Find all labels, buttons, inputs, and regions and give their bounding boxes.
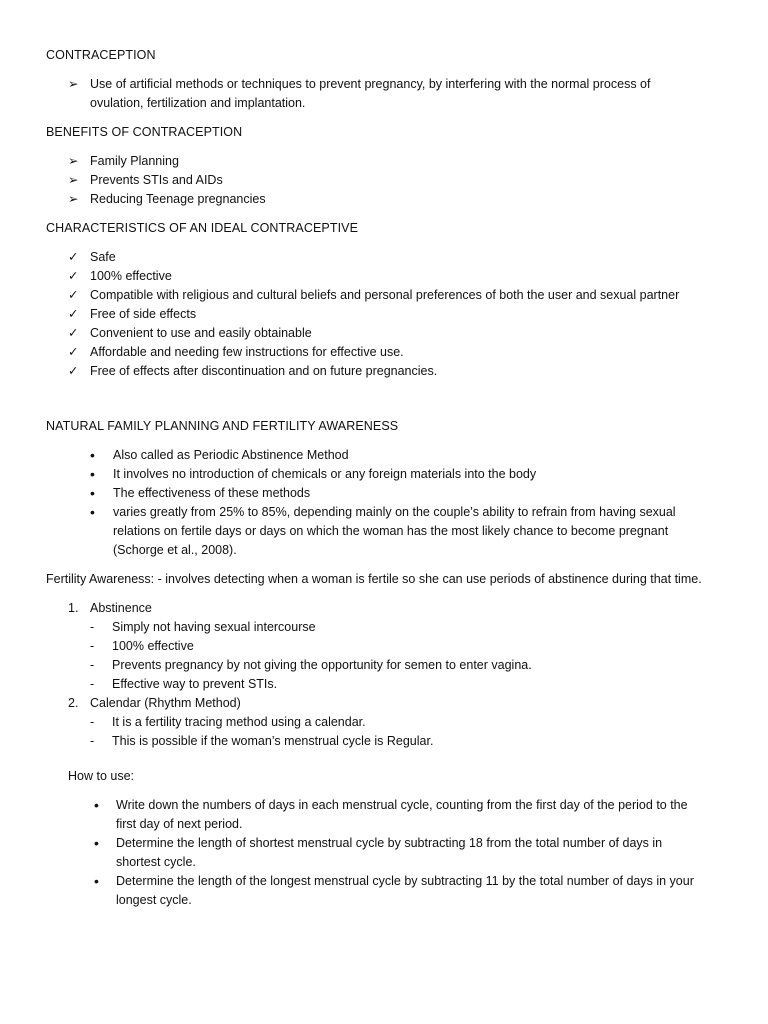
checkmark-icon: ✓ (68, 345, 79, 359)
checkmark-icon: ✓ (68, 326, 79, 340)
list-item-text: Prevents STIs and AIDs (90, 173, 223, 187)
round-bullet-icon: • (94, 835, 99, 851)
method-name: Calendar (Rhythm Method) (90, 696, 241, 710)
dash-marker: - (90, 658, 95, 672)
list-item (68, 324, 740, 343)
list-item (90, 656, 768, 675)
section-heading-characteristics: CHARACTERISTICS OF AN IDEAL CONTRACEPTIVE (46, 221, 359, 235)
list-item-text: Affordable and needing few instructions for effective use. (90, 345, 404, 359)
section-heading-benefits: BENEFITS OF CONTRACEPTION (46, 125, 243, 139)
list-item-text: Effective way to prevent STIs. (112, 677, 278, 691)
list-item-text: Family Planning (90, 154, 179, 168)
round-bullet-icon: • (90, 485, 95, 501)
list-item (90, 872, 696, 910)
list-item (68, 152, 690, 171)
list-number: 1. (68, 601, 79, 615)
list-item-text: Simply not having sexual intercourse (112, 620, 316, 634)
list-number: 2. (68, 696, 79, 710)
method-item-calendar (68, 694, 768, 751)
list-item-text: 100% effective (112, 639, 194, 653)
list-item (90, 618, 768, 637)
calendar-points-list (90, 713, 768, 751)
method-item-abstinence (68, 599, 768, 694)
list-item-text: Convenient to use and easily obtainable (90, 326, 312, 340)
list-item-text: Prevents pregnancy by not giving the opportunity for semen to enter vagina. (112, 658, 532, 672)
round-bullet-icon: • (94, 797, 99, 813)
list-item (90, 796, 696, 834)
list-item-text: Compatible with religious and cultural beliefs and personal preferences of both the user and sexual partner (90, 288, 680, 302)
round-bullet-icon: • (94, 873, 99, 889)
checkmark-icon: ✓ (68, 269, 79, 283)
list-item (68, 305, 740, 324)
checkmark-icon: ✓ (68, 364, 79, 378)
list-item (90, 637, 768, 656)
list-item-text: Also called as Periodic Abstinence Method (113, 448, 349, 462)
abstinence-points-list (90, 618, 768, 694)
list-item (86, 446, 713, 465)
natural-family-planning-list (86, 446, 768, 560)
arrow-bullet-icon: ➢ (68, 192, 79, 206)
list-item-text: Free of side effects (90, 307, 197, 321)
checkmark-icon: ✓ (68, 307, 79, 321)
characteristics-list (68, 248, 768, 381)
round-bullet-icon: • (90, 447, 95, 463)
list-item (90, 834, 696, 872)
list-item (68, 171, 690, 190)
list-item (68, 267, 740, 286)
benefits-list (68, 152, 768, 209)
checkmark-icon: ✓ (68, 288, 79, 302)
how-to-use-label: How to use: (68, 769, 135, 783)
how-to-use-steps-list (90, 796, 768, 910)
arrow-bullet-icon: ➢ (68, 154, 79, 168)
list-item-text: Write down the numbers of days in each menstrual cycle, counting from the first day of the period to the first day of next period. (116, 798, 688, 831)
list-item-text: Determine the length of the longest menstrual cycle by subtracting 11 by the total number of days in your longest cycle. (116, 874, 694, 907)
dash-marker: - (90, 734, 95, 748)
list-item (68, 248, 740, 267)
list-item-text: Use of artificial methods or techniques to prevent pregnancy, by interfering with the normal process of ovulation, fertilization and implantation. (90, 77, 651, 110)
list-item-text: It involves no introduction of chemicals or any foreign materials into the body (113, 467, 537, 481)
list-item (68, 362, 740, 381)
list-item (68, 75, 690, 113)
list-item-text: 100% effective (90, 269, 172, 283)
fertility-methods-list (68, 599, 768, 751)
list-item-text: It is a fertility tracing method using a calendar. (112, 715, 366, 729)
list-item-text: Safe (90, 250, 116, 264)
list-item (68, 286, 740, 305)
section-heading-contraception: CONTRACEPTION (46, 48, 156, 62)
checkmark-icon: ✓ (68, 250, 79, 264)
arrow-bullet-icon: ➢ (68, 173, 79, 187)
fertility-awareness-paragraph: Fertility Awareness: - involves detecting when a woman is fertile so she can use periods of abstinence during that time. (46, 572, 702, 586)
list-item-text: The effectiveness of these methods (113, 486, 311, 500)
dash-marker: - (90, 715, 95, 729)
method-name: Abstinence (90, 601, 152, 615)
list-item-text: This is possible if the woman’s menstrual cycle is Regular. (112, 734, 434, 748)
list-item (68, 190, 690, 209)
list-item (90, 675, 768, 694)
list-item (86, 465, 713, 484)
spacer (46, 381, 768, 417)
list-item-text: Free of effects after discontinuation and on future pregnancies. (90, 364, 438, 378)
contraception-definition-list (68, 75, 768, 113)
dash-marker: - (90, 620, 95, 634)
round-bullet-icon: • (90, 504, 95, 520)
list-item (86, 503, 713, 560)
dash-marker: - (90, 677, 95, 691)
section-heading-natural-family-planning: NATURAL FAMILY PLANNING AND FERTILITY AWARENESS (46, 419, 399, 433)
dash-marker: - (90, 639, 95, 653)
list-item-text: Determine the length of shortest menstrual cycle by subtracting 18 from the total number of days in shortest cycle. (116, 836, 663, 869)
list-item-text: Reducing Teenage pregnancies (90, 192, 266, 206)
arrow-bullet-icon: ➢ (68, 77, 79, 91)
list-item (86, 484, 713, 503)
list-item (90, 732, 768, 751)
list-item (68, 343, 740, 362)
round-bullet-icon: • (90, 466, 95, 482)
list-item (90, 713, 768, 732)
list-item-text: varies greatly from 25% to 85%, depending mainly on the couple’s ability to refrain from having sexual relations on fertile days or days on which the woman has the most likely chance to become pregnant (Schorge et al., 2008). (113, 505, 676, 557)
